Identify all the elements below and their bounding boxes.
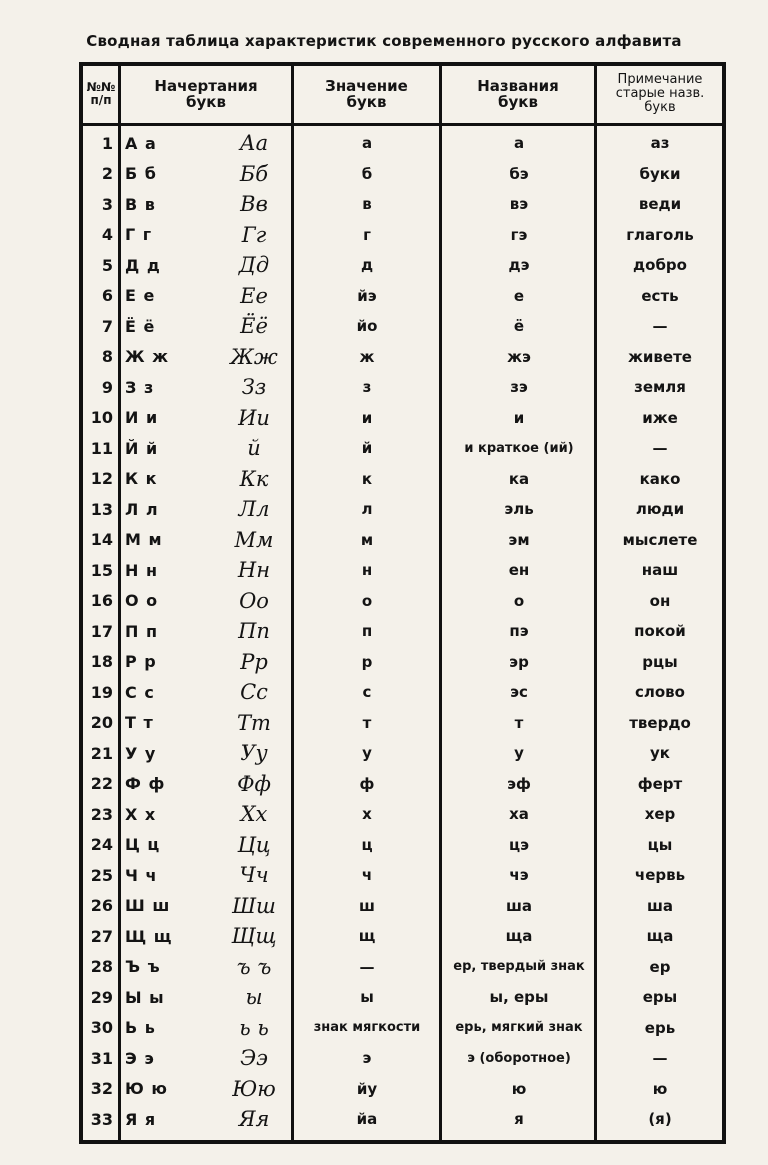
old-name-cell: еры [642,988,678,1007]
number-cell: 2 [101,164,113,184]
script-letter-cell: Тт [237,710,271,735]
table-row [79,1104,726,1135]
meaning-cell: йэ [357,286,377,305]
old-name-cell: ер [649,957,671,976]
script-letter-cell: Ее [240,283,268,308]
table-row [79,555,726,586]
print-letter-cell: У у [125,743,157,763]
letter-name-cell: ю [511,1079,527,1098]
header-name: Названия букв [477,77,559,111]
number-cell: 17 [90,621,113,641]
print-letter-cell: А а [125,133,157,153]
table-row [79,1013,726,1044]
script-letter-cell: Рр [240,649,268,674]
script-letter-cell: Сс [240,680,268,705]
print-letter-cell: Ш ш [125,896,171,916]
meaning-cell: х [362,805,372,824]
meaning-cell: д [360,256,374,275]
script-letter-cell: Дд [238,253,270,278]
script-letter-cell: ы [245,985,263,1010]
meaning-cell: йо [356,317,378,336]
table-row [79,159,726,190]
meaning-cell: п [361,622,373,641]
script-letter-cell: Пп [238,619,270,644]
meaning-cell: в [362,195,372,214]
meaning-cell: с [362,683,372,702]
meaning-cell: б [361,164,373,183]
letter-name-cell: я [514,1110,524,1129]
table-row [79,311,726,342]
number-cell: 25 [90,865,113,885]
table-row [79,860,726,891]
table-row [79,372,726,403]
number-cell: 19 [90,682,113,702]
script-letter-cell: Кк [239,466,269,491]
number-cell: 26 [90,896,113,916]
script-letter-cell: Нн [237,558,271,583]
print-letter-cell: Ю ю [125,1079,168,1099]
letter-name-cell: т [514,713,524,732]
letter-name-cell: жэ [507,347,531,366]
letter-name-cell: эс [510,683,528,702]
number-cell: 7 [101,316,113,336]
meaning-cell: знак мягкости [313,1020,421,1036]
meaning-cell: а [361,134,373,153]
old-name-cell: живете [628,347,692,366]
letter-name-cell: и [513,408,525,427]
print-letter-cell: Т т [125,713,154,733]
number-cell: 31 [90,1048,113,1068]
old-name-cell: наш [641,561,679,580]
print-letter-cell: Ч ч [125,865,158,885]
old-name-cell: покой [634,622,686,641]
number-cell: 12 [90,469,113,489]
letter-name-cell: гэ [510,225,528,244]
script-letter-cell: Ии [238,405,270,430]
letter-name-cell: пэ [509,622,529,641]
letter-name-cell: о [513,591,525,610]
script-letter-cell: Зз [241,375,267,400]
print-letter-cell: Ъ ъ [125,957,161,977]
old-name-cell: рцы [642,652,678,671]
meaning-cell: йа [356,1110,378,1129]
header-meaning: Значение букв [325,77,408,111]
number-cell: 5 [101,255,113,275]
letter-name-cell: цэ [508,835,529,854]
table-row [79,830,726,861]
meaning-cell: йу [356,1079,378,1098]
number-cell: 10 [90,408,113,428]
number-cell: 13 [90,499,113,519]
meaning-cell: р [361,652,373,671]
letter-name-cell: зэ [510,378,528,397]
old-name-cell: твердо [629,713,691,732]
letter-name-cell: ен [508,561,530,580]
number-cell: 14 [90,530,113,550]
script-letter-cell: Щщ [231,924,277,949]
meaning-cell: к [361,469,373,488]
old-name-cell: слово [635,683,685,702]
print-letter-cell: Ь ь [125,1018,156,1038]
table-row [79,677,726,708]
script-letter-cell: й [247,436,261,461]
table-row [79,799,726,830]
header-note: Примечание старые назв. букв [615,72,705,115]
old-name-cell: ю [652,1079,668,1098]
letter-name-cell: эр [509,652,529,671]
number-cell: 6 [101,286,113,306]
script-letter-cell: Бб [239,161,269,186]
script-letter-cell: Хх [240,802,268,827]
number-cell: 3 [101,194,113,214]
print-letter-cell: В в [125,194,156,214]
script-letter-cell: Уу [240,741,268,766]
script-letter-cell: Ёё [240,314,268,339]
number-cell: 27 [90,926,113,946]
script-letter-cell: Жж [230,344,278,369]
meaning-cell: ц [361,835,373,854]
script-letter-cell: Оо [239,588,269,613]
letter-name-cell: ка [508,469,530,488]
old-name-cell: он [649,591,671,610]
number-cell: 32 [90,1079,113,1099]
number-cell: 20 [90,713,113,733]
meaning-cell: ш [359,896,375,915]
number-cell: 8 [101,347,113,367]
old-name-cell: добро [633,256,687,275]
meaning-cell: ы [360,988,374,1007]
old-name-cell: (я) [648,1110,672,1129]
table-row [79,342,726,373]
script-letter-cell: Чч [239,863,269,888]
letter-name-cell: а [513,134,525,153]
meaning-cell: ф [359,774,375,793]
print-letter-cell: Д д [125,255,161,275]
table-row [79,1043,726,1074]
meaning-cell: ч [361,866,373,885]
old-name-cell: ферт [637,774,683,793]
number-cell: 23 [90,804,113,824]
print-letter-cell: Р р [125,652,157,672]
meaning-cell: щ [358,927,376,946]
letter-name-cell: ер, твердый знак [453,959,585,975]
letter-name-cell: бэ [509,164,529,183]
script-letter-cell: Аа [239,131,269,156]
letter-name-cell: е [513,286,525,305]
print-letter-cell: Н н [125,560,159,580]
print-letter-cell: С с [125,682,155,702]
old-name-cell: червь [634,866,686,885]
meaning-cell: г [363,225,371,244]
number-cell: 29 [90,987,113,1007]
table-row [79,494,726,525]
number-cell: 16 [90,591,113,611]
print-letter-cell: Ф ф [125,774,166,794]
letter-name-cell: вэ [509,195,529,214]
table-row [79,769,726,800]
letter-name-cell: дэ [508,256,530,275]
print-letter-cell: К к [125,469,158,489]
print-letter-cell: Ж ж [125,347,170,367]
number-cell: 30 [90,1018,113,1038]
old-name-cell: хер [644,805,676,824]
letter-name-cell: ерь, мягкий знак [455,1020,583,1036]
meaning-cell: й [361,439,373,458]
table-row [79,708,726,739]
letter-name-cell: эль [504,500,534,519]
number-cell: 28 [90,957,113,977]
number-cell: 9 [101,377,113,397]
table-row [79,921,726,952]
number-cell: 1 [101,133,113,153]
old-name-cell: ща [646,927,674,946]
script-letter-cell: Цц [237,832,271,857]
number-cell: 11 [90,438,113,458]
print-letter-cell: Ц ц [125,835,161,855]
letter-name-cell: эф [507,774,531,793]
print-letter-cell: З з [125,377,155,397]
table-row [79,525,726,556]
number-cell: 18 [90,652,113,672]
number-cell: 15 [90,560,113,580]
letter-name-cell: у [514,744,524,763]
table-row [79,128,726,159]
meaning-cell: т [362,713,372,732]
old-name-cell: како [639,469,681,488]
alphabet-table-body [79,128,726,1135]
table-row [79,220,726,251]
print-letter-cell: Щ щ [125,926,173,946]
script-letter-cell: Яя [238,1107,270,1132]
meaning-cell: н [361,561,373,580]
script-letter-cell: Мм [234,527,274,552]
print-letter-cell: Ы ы [125,987,165,1007]
number-cell: 33 [90,1109,113,1129]
letter-name-cell: чэ [509,866,529,885]
letter-name-cell: ы, еры [489,988,549,1007]
old-name-cell: ерь [644,1018,676,1037]
header-divider [79,123,726,126]
table-row [79,403,726,434]
table-row [79,281,726,312]
print-letter-cell: П п [125,621,159,641]
script-letter-cell: Шш [232,893,276,918]
table-row [79,982,726,1013]
old-name-cell: люди [635,500,685,519]
letter-name-cell: э (оборотное) [467,1050,571,1066]
old-name-cell: земля [634,378,686,397]
number-cell: 21 [90,743,113,763]
script-letter-cell: ъ ъ [236,954,272,979]
meaning-cell: ж [359,347,375,366]
letter-name-cell: ща [505,927,533,946]
print-letter-cell: Б б [125,164,157,184]
table-row [79,433,726,464]
script-letter-cell: Лл [238,497,270,522]
table-row [79,616,726,647]
old-name-cell: мыслете [622,530,698,549]
table-row [79,250,726,281]
old-name-cell: есть [641,286,679,305]
print-letter-cell: Л л [125,499,159,519]
number-cell: 4 [101,225,113,245]
table-row [79,464,726,495]
old-name-cell: ук [650,744,670,763]
print-letter-cell: О о [125,591,159,611]
print-letter-cell: И и [125,408,159,428]
meaning-cell: э [362,1049,372,1068]
print-letter-cell: Г г [125,225,153,245]
meaning-cell: з [362,378,372,397]
script-letter-cell: Юю [232,1076,276,1101]
letter-name-cell: ха [509,805,529,824]
old-name-cell: аз [650,134,670,153]
letter-name-cell: и краткое (ий) [464,440,574,456]
meaning-cell: м [360,530,374,549]
number-cell: 24 [90,835,113,855]
table-row [79,647,726,678]
script-letter-cell: Гг [241,222,267,247]
print-letter-cell: Е е [125,286,156,306]
letter-name-cell: эм [508,530,530,549]
table-row [79,738,726,769]
old-name-cell: буки [639,164,681,183]
old-name-cell: — [652,439,668,458]
print-letter-cell: Х х [125,804,157,824]
meaning-cell: и [361,408,373,427]
table-row [79,1074,726,1105]
print-letter-cell: М м [125,530,163,550]
script-letter-cell: ь ь [239,1015,269,1040]
meaning-cell: — [359,957,375,976]
old-name-cell: веди [638,195,682,214]
old-name-cell: глаголь [626,225,694,244]
document-title: Сводная таблица характеристик современного русского алфавита [86,32,682,50]
header-print: Начертания букв [154,77,258,111]
script-letter-cell: Ээ [240,1046,268,1071]
meaning-cell: у [362,744,372,763]
letter-name-cell: ё [513,317,525,336]
table-row [79,891,726,922]
number-cell: 22 [90,774,113,794]
old-name-cell: ша [646,896,674,915]
old-name-cell: иже [642,408,678,427]
print-letter-cell: Э э [125,1048,155,1068]
table-row [79,952,726,983]
script-letter-cell: Фф [237,771,271,796]
letter-name-cell: ша [505,896,533,915]
meaning-cell: л [361,500,373,519]
old-name-cell: — [652,1049,668,1068]
print-letter-cell: Й й [125,438,159,458]
old-name-cell: цы [647,835,673,854]
print-letter-cell: Ё ё [125,316,156,336]
print-letter-cell: Я я [125,1109,157,1129]
meaning-cell: о [361,591,373,610]
old-name-cell: — [652,317,668,336]
header-number: №№ п/п [86,80,116,107]
script-letter-cell: Вв [240,192,268,217]
table-row [79,189,726,220]
table-row [79,586,726,617]
